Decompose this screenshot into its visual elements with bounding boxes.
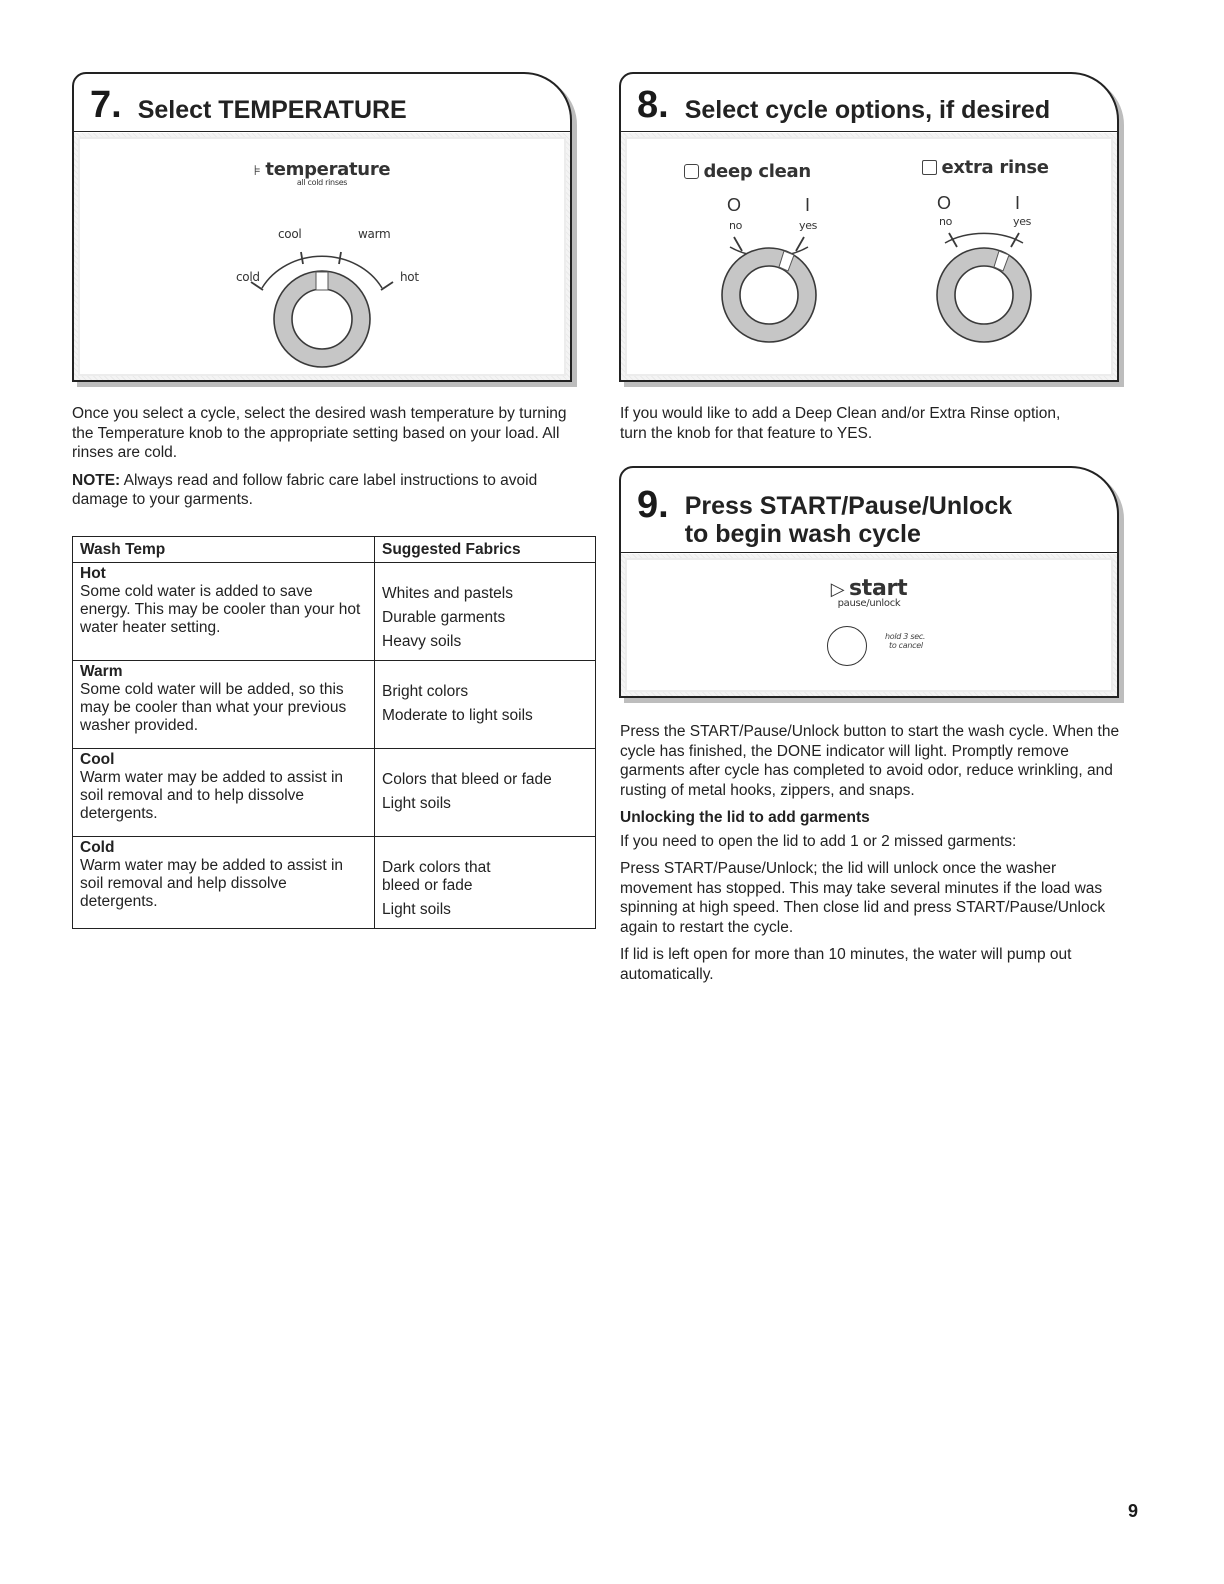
deep-clean-yes: yes	[799, 219, 818, 232]
row-name: Warm	[80, 663, 123, 680]
wash-temp-cell	[73, 661, 375, 749]
temp-label-cool: cool	[278, 227, 302, 241]
step8-number: 8.	[637, 84, 669, 126]
fabrics-cell	[375, 563, 596, 661]
row-desc: Some cold water will be added, so this may be cooler than what your previous washer provided.	[80, 681, 347, 734]
step7-text	[72, 404, 572, 518]
row-name: Hot	[80, 565, 106, 582]
extra-rinse-arc	[945, 233, 1023, 243]
deep-clean-knob-inner	[740, 266, 798, 324]
tick-warm-icon	[339, 252, 341, 264]
table-row	[73, 749, 596, 837]
tick-cold-icon	[251, 282, 263, 290]
row-name: Cold	[80, 839, 115, 856]
start-button[interactable]	[827, 626, 867, 666]
table-header-row	[73, 537, 596, 563]
step7-header	[74, 74, 570, 132]
step8-title: Select cycle options, if desired	[684, 96, 1051, 124]
step9-title-line2: to begin wash cycle	[684, 520, 921, 548]
deep-clean-knob[interactable]	[704, 221, 834, 351]
fabric-item: Heavy soils	[382, 633, 462, 650]
fabrics-cell	[375, 661, 596, 749]
step7-card	[72, 72, 572, 382]
fabric-item: Colors that bleed or fade	[382, 771, 552, 788]
start-panel	[627, 560, 1111, 690]
options-panel	[627, 139, 1111, 374]
extra-rinse-no: no	[939, 215, 953, 228]
extra-rinse-off-symbol: O	[937, 193, 952, 213]
temperature-panel	[80, 139, 564, 374]
table-header: Suggested Fabrics	[375, 537, 596, 563]
deep-clean-name: deep clean	[703, 161, 811, 182]
step9-number: 9.	[637, 484, 669, 526]
knob-inner	[292, 289, 352, 349]
row-name: Cool	[80, 751, 115, 768]
step9-card	[619, 466, 1119, 698]
step9-paragraph-2: If you need to open the lid to add 1 or 2 missed garments:	[620, 832, 1017, 850]
deep-clean-off-symbol: O	[727, 195, 742, 215]
unlock-subheading: Unlocking the lid to add garments	[620, 809, 870, 826]
extra-rinse-knob-inner	[955, 266, 1013, 324]
step9-title-line1: Press START/Pause/Unlock	[684, 492, 1013, 520]
step9-header	[621, 468, 1117, 553]
temperature-knob[interactable]	[237, 234, 407, 369]
table-row	[73, 661, 596, 749]
hold-hint-line2: to cancel	[889, 641, 923, 650]
thermometer-icon: ⊧	[253, 162, 261, 178]
page-number: 9	[1128, 1501, 1139, 1521]
step8-card	[619, 72, 1119, 382]
extra-rinse-knob[interactable]	[919, 221, 1049, 351]
note-label: NOTE:	[72, 471, 121, 489]
deep-clean-on-symbol: I	[805, 195, 811, 215]
step9-text	[620, 722, 1122, 992]
play-icon: ▷	[830, 579, 845, 599]
step9-paragraph-1: Press the START/Pause/Unlock button to start the wash cycle. When the cycle has finished, the DONE indicator will light. Promptly remove garments after cycle has completed to avoid odor, reduce wrinkling, and rusting of metal hooks, zippers, and snaps.	[620, 723, 1120, 799]
wash-temp-cell	[73, 837, 375, 929]
step8-text	[620, 404, 1090, 451]
step8-panel-area	[621, 133, 1117, 380]
hold-hint	[885, 632, 925, 650]
fabric-item: Light soils	[382, 795, 451, 812]
temperature-dial-sub: all cold rinses	[296, 178, 348, 187]
wash-temp-cell	[73, 749, 375, 837]
step9-panel-area	[621, 554, 1117, 696]
fabrics-cell	[375, 837, 596, 929]
fabric-item: Whites and pastels	[382, 585, 513, 602]
fabric-item: Bright colors	[382, 683, 469, 700]
step7-title: Select TEMPERATURE	[137, 96, 407, 124]
extra-rinse-tick-icon	[949, 233, 1019, 247]
step8-paragraph: If you would like to add a Deep Clean and/or Extra Rinse option, turn the knob for that feature to YES.	[620, 405, 1061, 442]
step7-number: 7.	[90, 84, 122, 126]
tick-cool-icon	[301, 252, 303, 264]
note-text: Always read and follow fabric care label instructions to avoid damage to your garments.	[72, 471, 538, 508]
temp-label-hot: hot	[400, 270, 419, 284]
step7-note	[72, 471, 572, 510]
extra-rinse-icon	[922, 160, 937, 175]
row-desc: Warm water may be added to assist in soil removal and to help dissolve detergents.	[80, 769, 344, 822]
hold-hint-line1: hold 3 sec.	[885, 632, 926, 641]
row-desc: Warm water may be added to assist in soil removal and help dissolve detergents.	[80, 857, 344, 910]
extra-rinse-yes: yes	[1013, 215, 1032, 228]
tick-hot-icon	[381, 282, 393, 290]
table-row	[73, 837, 596, 929]
step7-paragraph: Once you select a cycle, select the desired wash temperature by turning the Temperature knob to the appropriate setting based on your load. All rinses are cold.	[72, 405, 567, 461]
step9-paragraph-3: Press START/Pause/Unlock; the lid will unlock once the washer movement has stopped. This may take several minutes if the load was spinning at high speed. Then close lid and press START/Pause/Unlock again to restart the cycle.	[620, 860, 1106, 936]
knob-pointer-icon	[316, 272, 328, 290]
start-sub-label: pause/unlock	[837, 598, 901, 609]
deep-clean-icon	[684, 164, 699, 179]
step7-panel-area	[74, 133, 570, 380]
wash-temp-table	[72, 536, 596, 929]
fabric-item: Light soils	[382, 901, 451, 918]
table-header: Wash Temp	[73, 537, 375, 563]
deep-clean-no: no	[729, 219, 743, 232]
extra-rinse-name: extra rinse	[941, 157, 1049, 178]
fabric-item: Durable garments	[382, 609, 506, 626]
extra-rinse-on-symbol: I	[1015, 193, 1021, 213]
row-desc: Some cold water is added to save energy. This may be cooler than your hot water heater setting.	[80, 583, 361, 636]
wash-temp-cell	[73, 563, 375, 661]
step8-header	[621, 74, 1117, 132]
temperature-dial-name: temperature	[265, 159, 391, 180]
fabric-item: Moderate to light soils	[382, 707, 533, 724]
start-label: start	[848, 576, 908, 601]
step9-paragraph-4: If lid is left open for more than 10 minutes, the water will pump out automatically.	[620, 946, 1072, 983]
table-row	[73, 563, 596, 661]
temp-label-warm: warm	[358, 227, 391, 241]
fabric-item: Dark colors that bleed or fade	[382, 859, 491, 894]
temp-label-cold: cold	[236, 270, 260, 284]
fabrics-cell	[375, 749, 596, 837]
